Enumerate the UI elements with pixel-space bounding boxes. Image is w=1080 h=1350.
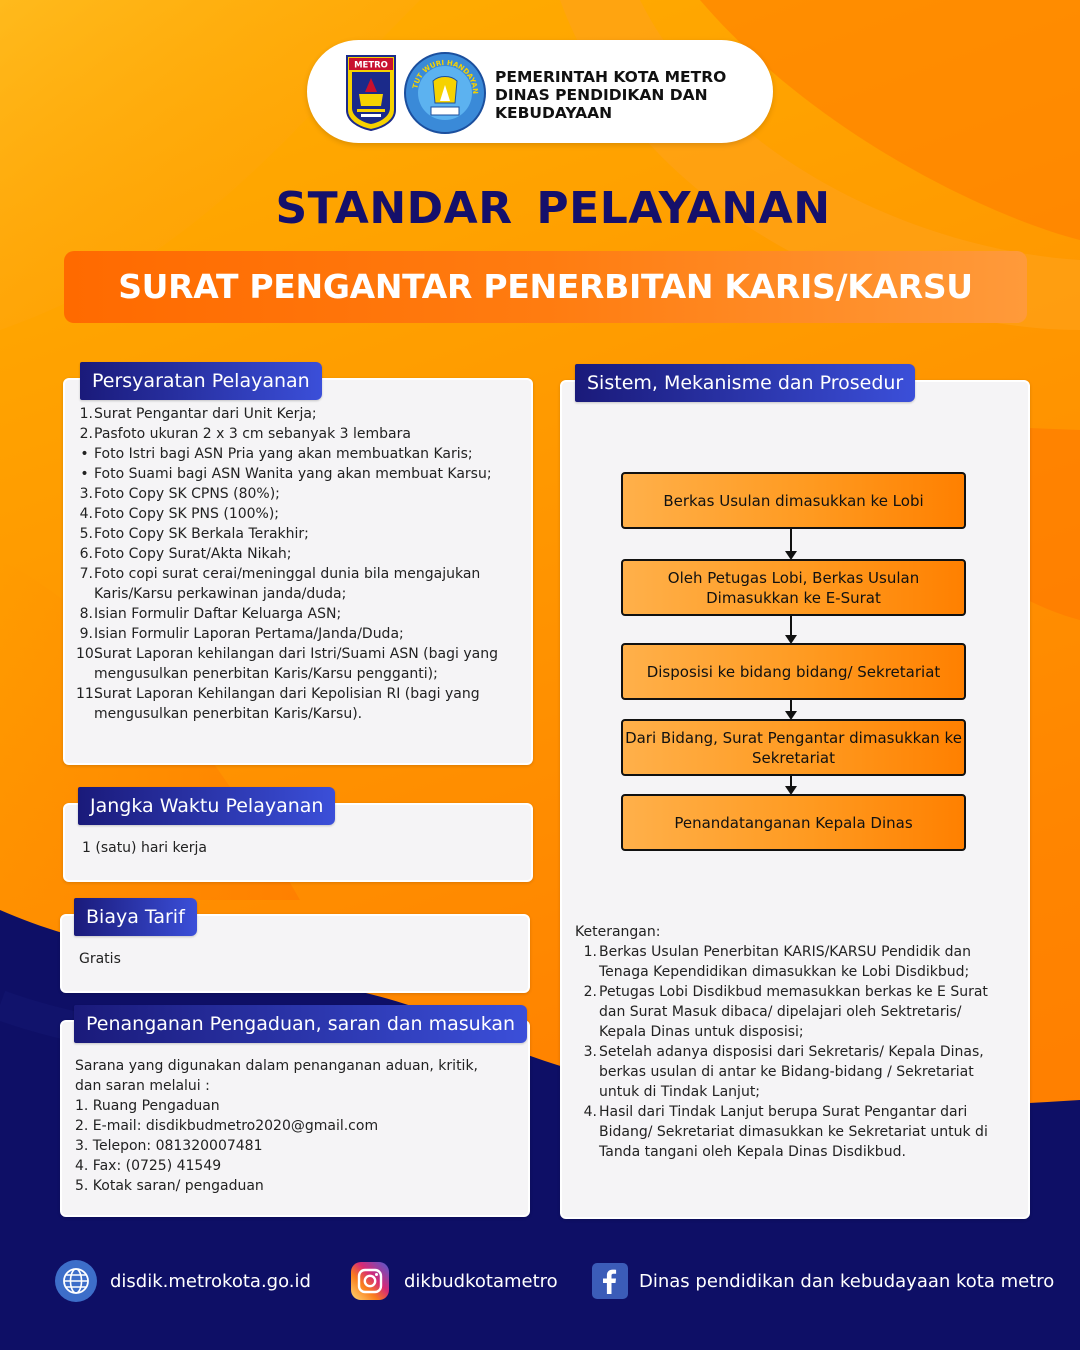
requirement-marker: 1. bbox=[79, 406, 93, 422]
flow-arrow bbox=[790, 698, 792, 718]
complaint-line: 1. Ruang Pengaduan bbox=[75, 1098, 220, 1114]
requirement-text: Surat Pengantar dari Unit Kerja; bbox=[94, 406, 317, 422]
requirement-marker: 11. bbox=[76, 686, 99, 702]
requirement-item bbox=[76, 424, 516, 444]
website-text: disdik.metrokota.go.id bbox=[110, 1270, 311, 1292]
complaint-line: dan saran melalui : bbox=[75, 1078, 210, 1094]
requirement-item bbox=[76, 504, 516, 524]
org-line-1: PEMERINTAH KOTA METRO bbox=[495, 68, 727, 86]
complaint-line: 3. Telepon: 081320007481 bbox=[75, 1138, 263, 1154]
requirement-item bbox=[76, 644, 516, 684]
instagram-icon bbox=[349, 1260, 391, 1302]
requirement-text: Surat Laporan Kehilangan dari Kepolisian RI (bagi yang mengusulkan penerbitan Karis/Karsu). bbox=[94, 686, 480, 722]
page-subtitle: SURAT PENGANTAR PENERBITAN KARIS/KARSU bbox=[118, 267, 973, 306]
note-item bbox=[575, 1042, 1005, 1102]
requirement-item bbox=[76, 524, 516, 544]
footer-contacts bbox=[0, 1245, 1080, 1320]
duration-value: 1 (satu) hari kerja bbox=[82, 840, 207, 856]
requirement-item bbox=[76, 484, 516, 504]
requirement-item bbox=[76, 604, 516, 624]
tut-wuri-handayani-logo bbox=[403, 51, 487, 135]
requirements-label: Persyaratan Pelayanan bbox=[80, 362, 322, 400]
requirement-marker: 4. bbox=[79, 506, 93, 522]
requirement-item bbox=[76, 564, 516, 604]
requirement-item bbox=[76, 544, 516, 564]
requirement-text: Surat Laporan kehilangan dari Istri/Suami ASN (bagi yang mengusulkan penerbitan Karis/Karsu pengganti); bbox=[94, 646, 498, 682]
flow-step: Penandatanganan Kepala Dinas bbox=[621, 794, 966, 851]
flow-step: Dari Bidang, Surat Pengantar dimasukkan ke Sekretariat bbox=[621, 719, 966, 776]
metro-city-logo bbox=[345, 54, 397, 132]
procedure-notes bbox=[575, 922, 1005, 1162]
complaint-line: 2. E-mail: disdikbudmetro2020@gmail.com bbox=[75, 1118, 379, 1134]
complaint-line: 4. Fax: (0725) 41549 bbox=[75, 1158, 222, 1174]
facebook-icon bbox=[589, 1260, 631, 1302]
requirement-text: Isian Formulir Daftar Keluarga ASN; bbox=[94, 606, 342, 622]
requirement-item bbox=[76, 444, 516, 464]
complaint-line: Sarana yang digunakan dalam penanganan aduan, kritik, bbox=[75, 1058, 478, 1074]
note-item bbox=[575, 942, 1005, 982]
globe-icon bbox=[55, 1260, 97, 1302]
requirement-text: Foto Copy SK CPNS (80%); bbox=[94, 486, 280, 502]
header-banner bbox=[307, 40, 773, 143]
facebook-link[interactable] bbox=[589, 1260, 1054, 1302]
note-text: Setelah adanya disposisi dari Sekretaris/ Kepala Dinas, berkas usulan di antar ke Bidang-bidang / Sekretariat untuk di Tindak Lanjut; bbox=[599, 1044, 984, 1100]
requirement-text: Foto Copy SK PNS (100%); bbox=[94, 506, 280, 522]
requirement-text: Foto Suami bagi ASN Wanita yang akan membuat Karsu; bbox=[94, 466, 492, 482]
svg-text:METRO: METRO bbox=[354, 60, 388, 71]
requirement-marker: 7. bbox=[79, 566, 93, 582]
svg-text:TUT WURI HANDAYANI: TUT WURI HANDAYAN bbox=[411, 58, 480, 95]
requirement-item bbox=[76, 464, 516, 484]
note-text: Hasil dari Tindak Lanjut berupa Surat Pengantar dari Bidang/ Sekretariat dimasukkan ke Sekretariat untuk di Tanda tangani oleh Kepala Dinas Disdikbud. bbox=[599, 1104, 988, 1160]
flow-step: Disposisi ke bidang bidang/ Sekretariat bbox=[621, 643, 966, 700]
website-link[interactable] bbox=[55, 1260, 311, 1302]
requirement-text: Pasfoto ukuran 2 x 3 cm sebanyak 3 lembara bbox=[94, 426, 411, 442]
requirement-text: Foto Copy Surat/Akta Nikah; bbox=[94, 546, 292, 562]
notes-list bbox=[575, 942, 1005, 1162]
requirement-text: Foto Istri bagi ASN Pria yang akan membuatkan Karis; bbox=[94, 446, 473, 462]
requirement-marker: • bbox=[80, 466, 89, 482]
note-marker: 1. bbox=[583, 944, 597, 960]
note-text: Berkas Usulan Penerbitan KARIS/KARSU Pendidik dan Tenaga Kependidikan dimasukkan ke Lobi Disdikbud; bbox=[599, 944, 972, 980]
requirement-text: Foto Copy SK Berkala Terakhir; bbox=[94, 526, 309, 542]
requirement-marker: 9. bbox=[79, 626, 93, 642]
requirement-item bbox=[76, 624, 516, 644]
flow-arrow bbox=[790, 774, 792, 793]
org-line-3: KEBUDAYAAN bbox=[495, 104, 613, 122]
complaint-channels bbox=[75, 1056, 515, 1196]
requirements-list bbox=[76, 404, 516, 724]
page-title: STANDAR PELAYANAN bbox=[275, 183, 831, 234]
fee-value: Gratis bbox=[79, 951, 121, 967]
requirement-marker: 3. bbox=[79, 486, 93, 502]
requirement-text: Isian Formulir Laporan Pertama/Janda/Duda; bbox=[94, 626, 404, 642]
org-line-2: DINAS PENDIDIKAN DAN bbox=[495, 86, 708, 104]
flow-arrow bbox=[790, 527, 792, 558]
header-org-name bbox=[495, 68, 765, 122]
instagram-text: dikbudkotametro bbox=[404, 1270, 558, 1292]
requirement-text: Foto copi surat cerai/meninggal dunia bila mengajukan Karis/Karsu perkawinan janda/duda; bbox=[94, 566, 481, 602]
requirement-item bbox=[76, 684, 516, 724]
note-text: Petugas Lobi Disdikbud memasukkan berkas ke E Surat dan Surat Masuk dibaca/ dipelajari oleh Sektretaris/ Kepala Dinas untuk disposisi; bbox=[599, 984, 988, 1040]
note-item bbox=[575, 982, 1005, 1042]
complaint-label: Penanganan Pengaduan, saran dan masukan bbox=[74, 1005, 527, 1043]
note-marker: 4. bbox=[583, 1104, 597, 1120]
procedure-label: Sistem, Mekanisme dan Prosedur bbox=[575, 364, 915, 402]
note-marker: 3. bbox=[583, 1044, 597, 1060]
requirement-marker: 8. bbox=[79, 606, 93, 622]
fee-label: Biaya Tarif bbox=[74, 898, 197, 936]
facebook-text: Dinas pendidikan dan kebudayaan kota metro bbox=[639, 1270, 1055, 1292]
instagram-link[interactable] bbox=[349, 1260, 558, 1302]
flow-step: Berkas Usulan dimasukkan ke Lobi bbox=[621, 472, 966, 529]
requirement-marker: 2. bbox=[79, 426, 93, 442]
requirement-marker: 10. bbox=[76, 646, 99, 662]
subtitle-banner bbox=[64, 251, 1027, 323]
complaint-line: 5. Kotak saran/ pengaduan bbox=[75, 1178, 264, 1194]
requirement-marker: 6. bbox=[79, 546, 93, 562]
note-item bbox=[575, 1102, 1005, 1162]
requirement-marker: 5. bbox=[79, 526, 93, 542]
flow-arrow bbox=[790, 614, 792, 642]
duration-label: Jangka Waktu Pelayanan bbox=[78, 787, 335, 825]
note-marker: 2. bbox=[583, 984, 597, 1000]
requirement-marker: • bbox=[80, 446, 89, 462]
notes-heading: Keterangan: bbox=[575, 924, 661, 940]
requirement-item bbox=[76, 404, 516, 424]
flow-step: Oleh Petugas Lobi, Berkas Usulan Dimasukkan ke E-Surat bbox=[621, 559, 966, 616]
